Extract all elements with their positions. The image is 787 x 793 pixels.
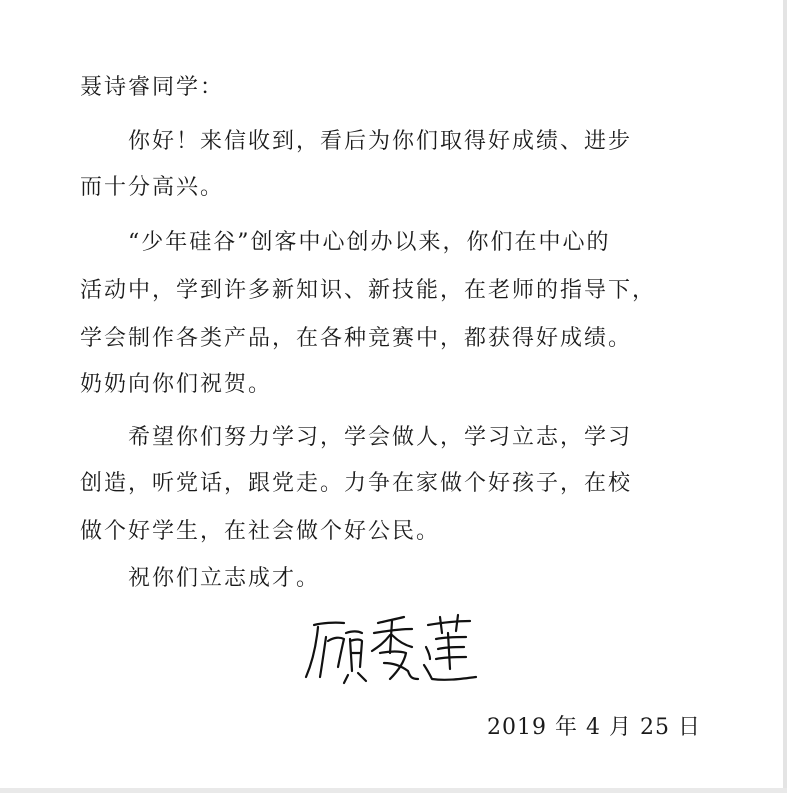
letter-line-4: 活动中，学到许多新知识、新技能，在老师的指导下， <box>80 278 657 303</box>
letter-line-5: 学会制作各类产品，在各种竞赛中，都获得好成绩。 <box>80 326 633 351</box>
letter-line-3: “少年硅谷”创客中心创办以来，你们在中心的 <box>128 230 611 255</box>
page-edge-right <box>783 0 787 793</box>
letter-line-8: 创造，听党话，跟党走。力争在家做个好孩子，在校 <box>80 471 633 496</box>
letter-line-7: 希望你们努力学习，学会做人，学习立志，学习 <box>128 425 633 450</box>
signature-drawing <box>300 607 480 692</box>
handwritten-signature <box>300 607 480 692</box>
letter-line-9: 做个好学生，在社会做个好公民。 <box>80 519 441 544</box>
letter-date: 2019 年 4 月 25 日 <box>487 715 701 740</box>
letter-salutation: 聂诗睿同学： <box>80 75 225 100</box>
letter-line-1: 你好！来信收到，看后为你们取得好成绩、进步 <box>128 129 633 154</box>
letter-line-2: 而十分高兴。 <box>80 175 225 200</box>
page-edge-bottom <box>0 788 787 793</box>
letter-line-6: 奶奶向你们祝贺。 <box>80 372 273 397</box>
letter-closing: 祝你们立志成才。 <box>128 566 321 591</box>
